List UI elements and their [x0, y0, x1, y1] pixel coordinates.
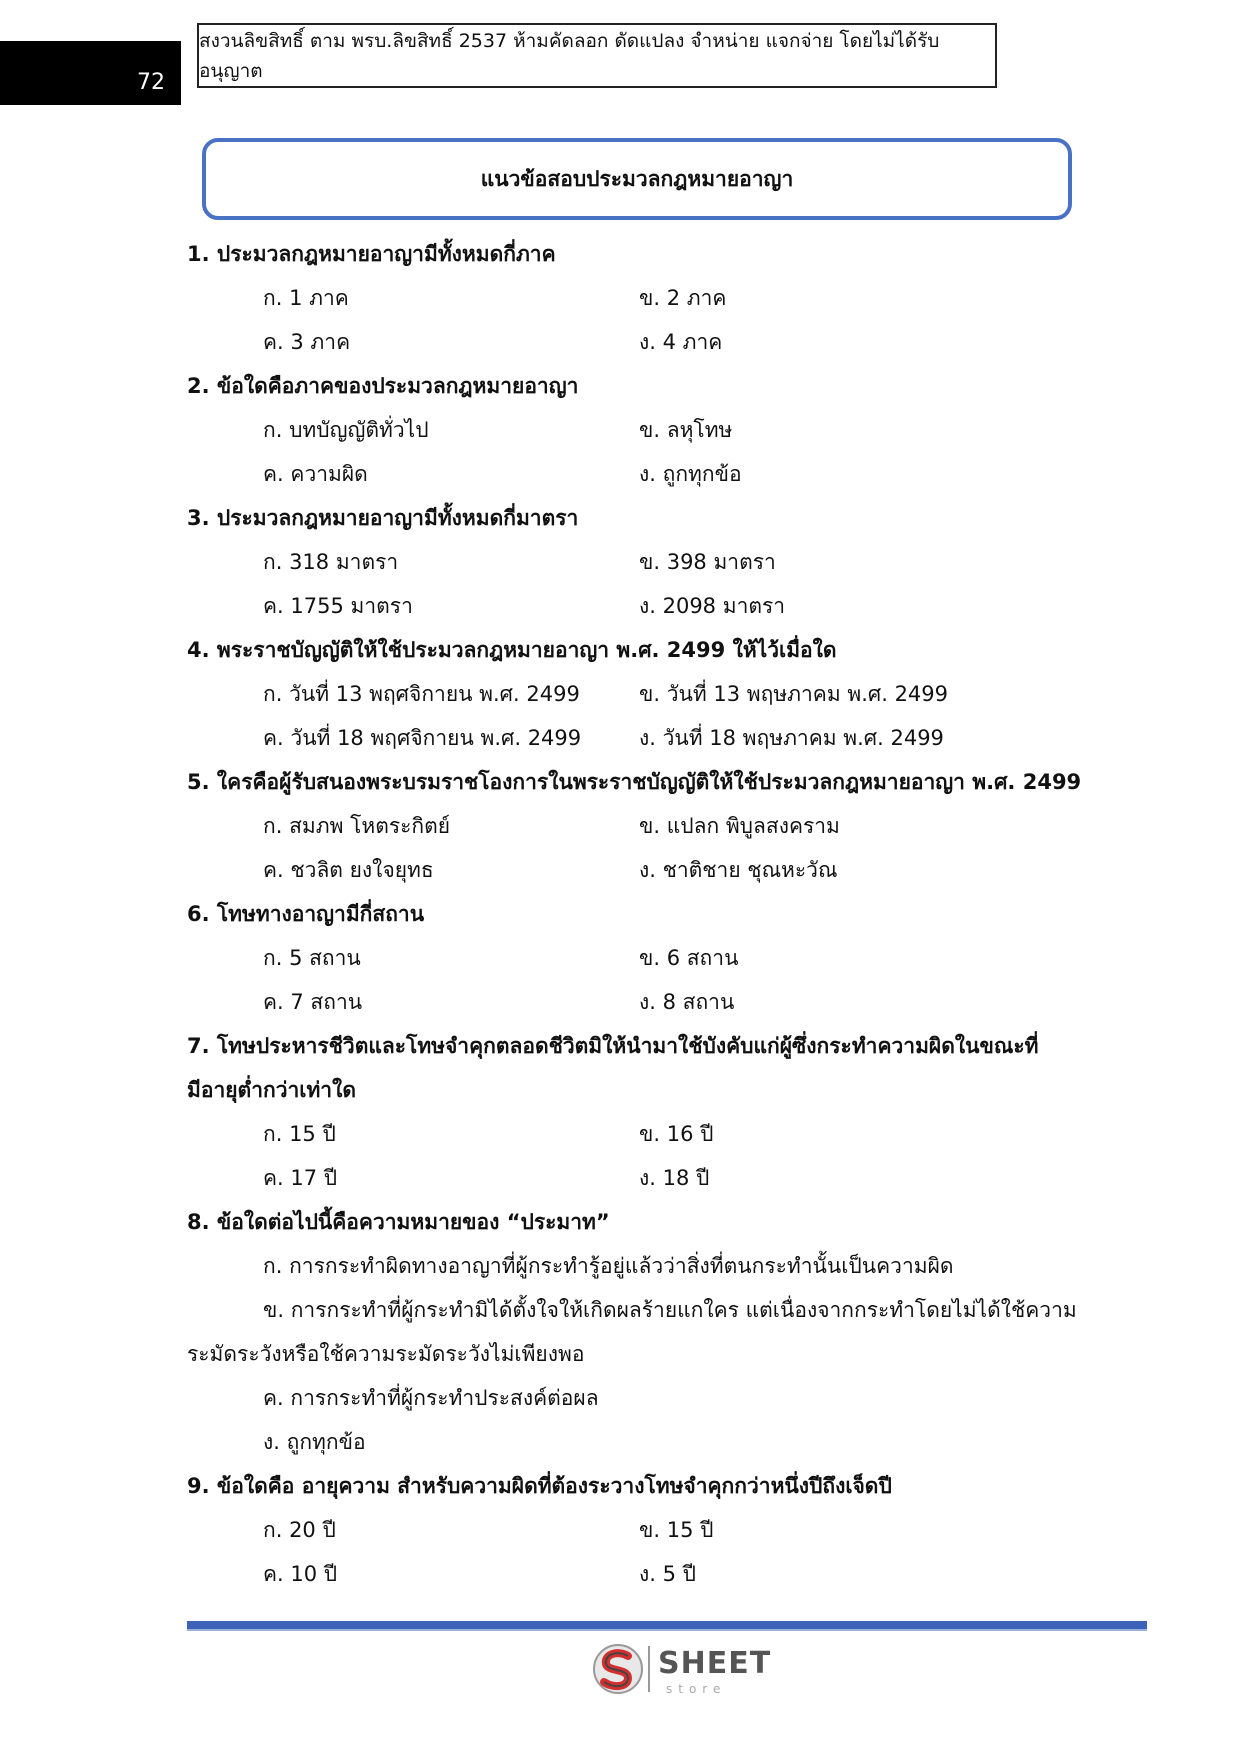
option-b: ข. การกระทำที่ผู้กระทำมิได้ตั้งใจให้เกิดผลร้ายแกใคร แต่เนื่องจากกระทำโดยไม่ได้ใช้ความ — [263, 1298, 1077, 1322]
option-a: ก. สมภพ โหตระกิตย์ — [263, 814, 451, 838]
option-a: ก. 1 ภาค — [263, 286, 349, 310]
option-d: ง. วันที่ 18 พฤษภาคม พ.ศ. 2499 — [639, 726, 944, 750]
option-c: ค. 1755 มาตรา — [263, 594, 413, 618]
logo-subtext: store — [666, 1682, 727, 1696]
option-b: ข. 6 สถาน — [639, 946, 739, 970]
question-5: 5. ใครคือผู้รับสนองพระบรมราชโองการในพระราชบัญญัติให้ใช้ประมวลกฎหมายอาญา พ.ศ. 2499 — [187, 770, 1082, 794]
question-7: 7. โทษประหารชีวิตและโทษจำคุกตลอดชีวิตมิให้นำมาใช้บังคับแก่ผู้ซึ่งกระทำความผิดในขณะที่มีอายุต่ำกว่าเท่าใด — [187, 1034, 1039, 1102]
sheet-store-logo — [592, 1642, 772, 1698]
question-3: 3. ประมวลกฎหมายอาญามีทั้งหมดกี่มาตรา — [187, 506, 579, 530]
sheet-s-icon — [592, 1642, 644, 1696]
option-d: ง. ถูกทุกข้อ — [639, 462, 742, 486]
option-b: ข. 398 มาตรา — [639, 550, 776, 574]
option-b: ข. แปลก พิบูลสงคราม — [639, 814, 840, 838]
question-8: 8. ข้อใดต่อไปนี้คือความหมายของ “ประมาท” — [187, 1210, 610, 1234]
option-b: ข. 15 ปี — [639, 1518, 714, 1542]
option-a: ก. การกระทำผิดทางอาญาที่ผู้กระทำรู้อยู่แล้วว่าสิ่งที่ตนกระทำนั้นเป็นความผิด — [263, 1254, 954, 1278]
option-c: ค. ความผิด — [263, 462, 368, 486]
option-c: ค. 10 ปี — [263, 1562, 338, 1586]
option-a: ก. 318 มาตรา — [263, 550, 399, 574]
option-c: ค. 3 ภาค — [263, 330, 351, 354]
footer-divider — [187, 1621, 1147, 1631]
option-a: ก. บทบัญญัติทั่วไป — [263, 418, 429, 442]
question-list — [187, 232, 1087, 1596]
option-d: ง. 5 ปี — [639, 1562, 696, 1586]
option-b: ข. ลหุโทษ — [639, 418, 733, 442]
option-d: ง. 4 ภาค — [639, 330, 723, 354]
option-b: ข. วันที่ 13 พฤษภาคม พ.ศ. 2499 — [639, 682, 949, 706]
option-c: ค. การกระทำที่ผู้กระทำประสงค์ต่อผล — [263, 1386, 599, 1410]
question-2: 2. ข้อใดคือภาคของประมวลกฎหมายอาญา — [187, 374, 579, 398]
option-b: ข. 2 ภาค — [639, 286, 727, 310]
option-d: ง. 18 ปี — [639, 1166, 710, 1190]
option-b: ข. 16 ปี — [639, 1122, 714, 1146]
option-d: ง. 2098 มาตรา — [639, 594, 786, 618]
question-6: 6. โทษทางอาญามีกี่สถาน — [187, 902, 425, 926]
option-d: ง. ถูกทุกข้อ — [263, 1430, 366, 1454]
option-c: ค. 17 ปี — [263, 1166, 338, 1190]
question-1: 1. ประมวลกฎหมายอาญามีทั้งหมดกี่ภาค — [187, 242, 556, 266]
question-9: 9. ข้อใดคือ อายุความ สำหรับความผิดที่ต้องระวางโทษจำคุกกว่าหนึ่งปีถึงเจ็ดปี — [187, 1474, 892, 1498]
option-d: ง. ชาติชาย ชุณหะวัณ — [639, 858, 838, 882]
copyright-notice: สงวนลิขสิทธิ์ ตาม พรบ.ลิขสิทธิ์ 2537 ห้ามคัดลอก ดัดแปลง จำหน่าย แจกจ่าย โดยไม่ได้รับอนุญาต — [197, 23, 997, 88]
page-title: แนวข้อสอบประมวลกฎหมายอาญา — [202, 138, 1072, 220]
logo-text: SHEET — [658, 1646, 772, 1681]
option-c: ค. ชวลิต ยงใจยุทธ — [263, 858, 434, 882]
option-a: ก. 5 สถาน — [263, 946, 361, 970]
option-c: ค. 7 สถาน — [263, 990, 363, 1014]
page-number: 72 — [137, 70, 165, 95]
option-d: ง. 8 สถาน — [639, 990, 735, 1014]
question-4: 4. พระราชบัญญัติให้ใช้ประมวลกฎหมายอาญา พ.ศ. 2499 ให้ไว้เมื่อใด — [187, 638, 837, 662]
page-number-box — [0, 41, 181, 105]
logo-divider — [648, 1646, 650, 1692]
option-a: ก. 15 ปี — [263, 1122, 336, 1146]
option-a: ก. 20 ปี — [263, 1518, 336, 1542]
option-c: ค. วันที่ 18 พฤศจิกายน พ.ศ. 2499 — [263, 726, 582, 750]
option-a: ก. วันที่ 13 พฤศจิกายน พ.ศ. 2499 — [263, 682, 580, 706]
option-b-continued: ระมัดระวังหรือใช้ความระมัดระวังไม่เพียงพอ — [187, 1342, 585, 1366]
